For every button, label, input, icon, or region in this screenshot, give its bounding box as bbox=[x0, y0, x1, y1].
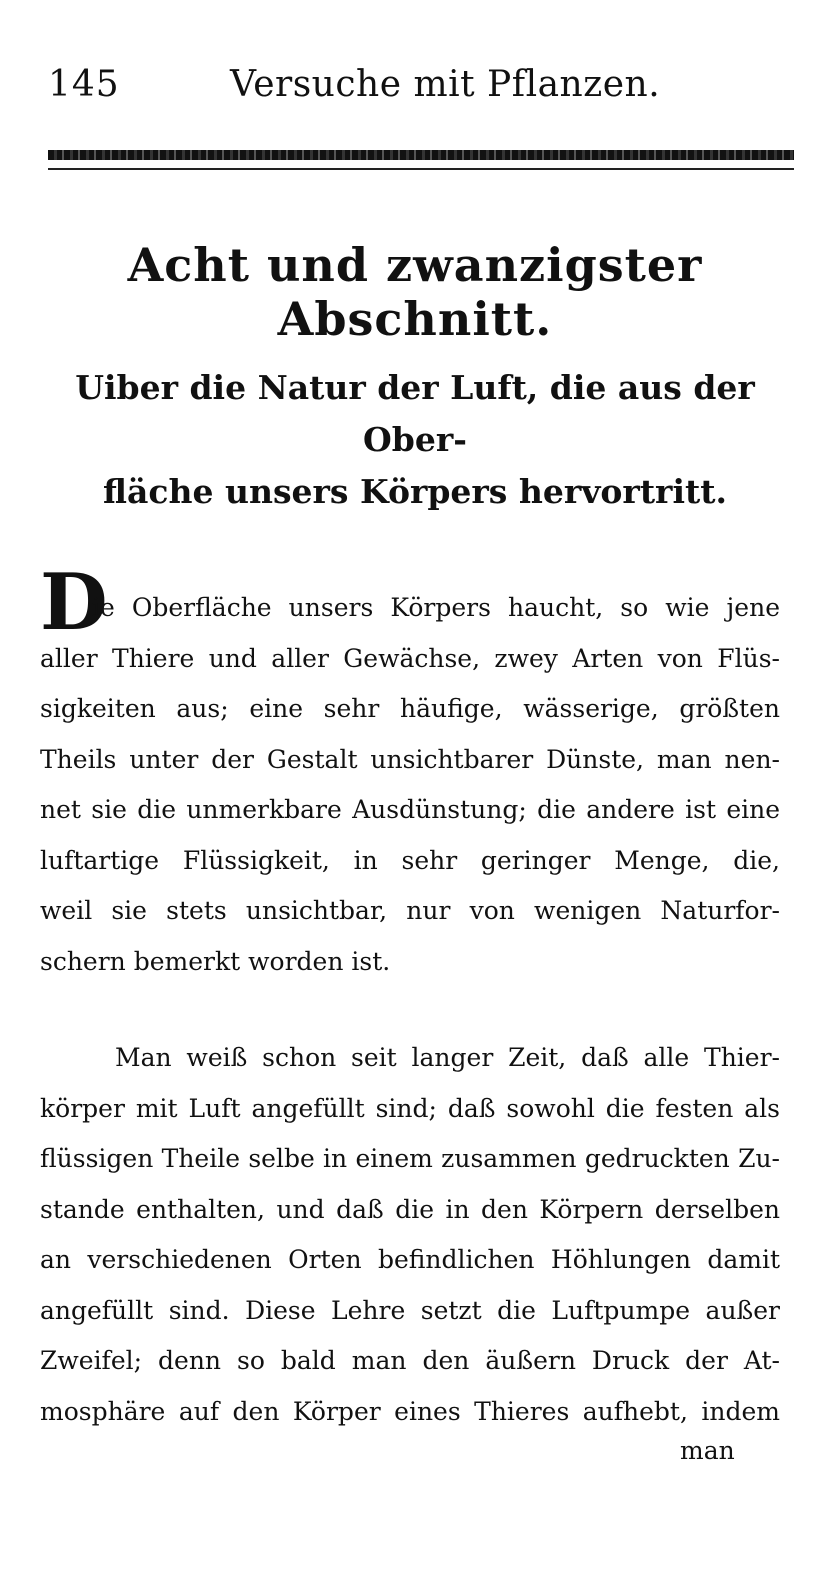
paragraph-1 bbox=[40, 583, 780, 1003]
catchword: man bbox=[680, 1436, 735, 1465]
text-line: Man weiß schon seit langer Zeit, daß alle Thier- bbox=[115, 1043, 780, 1072]
page-number: 145 bbox=[48, 64, 120, 105]
ornamental-rule bbox=[48, 150, 794, 160]
text-line: stande enthalten, und daß die in den Körpern derselben bbox=[40, 1194, 780, 1224]
subtitle-line-2: fläche unsers Körpers hervortritt. bbox=[103, 472, 727, 511]
text-line: an verschiedenen Orten befindlichen Höhlungen damit bbox=[40, 1245, 780, 1274]
running-title: Versuche mit Pflanzen. bbox=[230, 64, 661, 105]
text-line: Zweifel; denn so bald man den äußern Druck der At- bbox=[40, 1346, 780, 1375]
text-line: ie Oberfläche unsers Körpers haucht, so wie jene bbox=[92, 593, 780, 622]
text-line: mosphäre auf den Körper eines Thieres aufhebt, indem bbox=[40, 1396, 780, 1426]
running-head bbox=[40, 62, 800, 112]
subtitle-line-1: Uiber die Natur der Luft, die aus der Ober- bbox=[75, 368, 755, 459]
thin-rule bbox=[48, 168, 794, 170]
chapter-title: Acht und zwanzigster Abschnitt. bbox=[127, 238, 703, 346]
text-line: körper mit Luft angefüllt sind; daß sowohl die festen als bbox=[40, 1093, 780, 1123]
drop-cap-initial: D bbox=[40, 557, 108, 648]
chapter-subtitle bbox=[40, 362, 790, 518]
text-line: flüssigen Theile selbe in einem zusammen gedruckten Zu- bbox=[40, 1144, 780, 1173]
paragraph-2 bbox=[40, 1033, 780, 1433]
text-line: aller Thiere und aller Gewächse, zwey Arten von Flüs- bbox=[40, 643, 780, 673]
text-line: angefüllt sind. Diese Lehre setzt die Luftpumpe außer bbox=[40, 1295, 780, 1325]
text-line: schern bemerkt worden ist. bbox=[40, 946, 391, 976]
text-line: sigkeiten aus; eine sehr häufige, wässerige, größten bbox=[40, 694, 780, 723]
text-line: weil sie stets unsichtbar, nur von wenigen Naturfor- bbox=[40, 896, 780, 925]
text-line: luftartige Flüssigkeit, in sehr geringer Menge, die, bbox=[40, 845, 780, 875]
text-line: net sie die unmerkbare Ausdünstung; die andere ist eine bbox=[40, 795, 780, 824]
text-line: Theils unter der Gestalt unsichtbarer Dünste, man nen- bbox=[40, 744, 780, 774]
